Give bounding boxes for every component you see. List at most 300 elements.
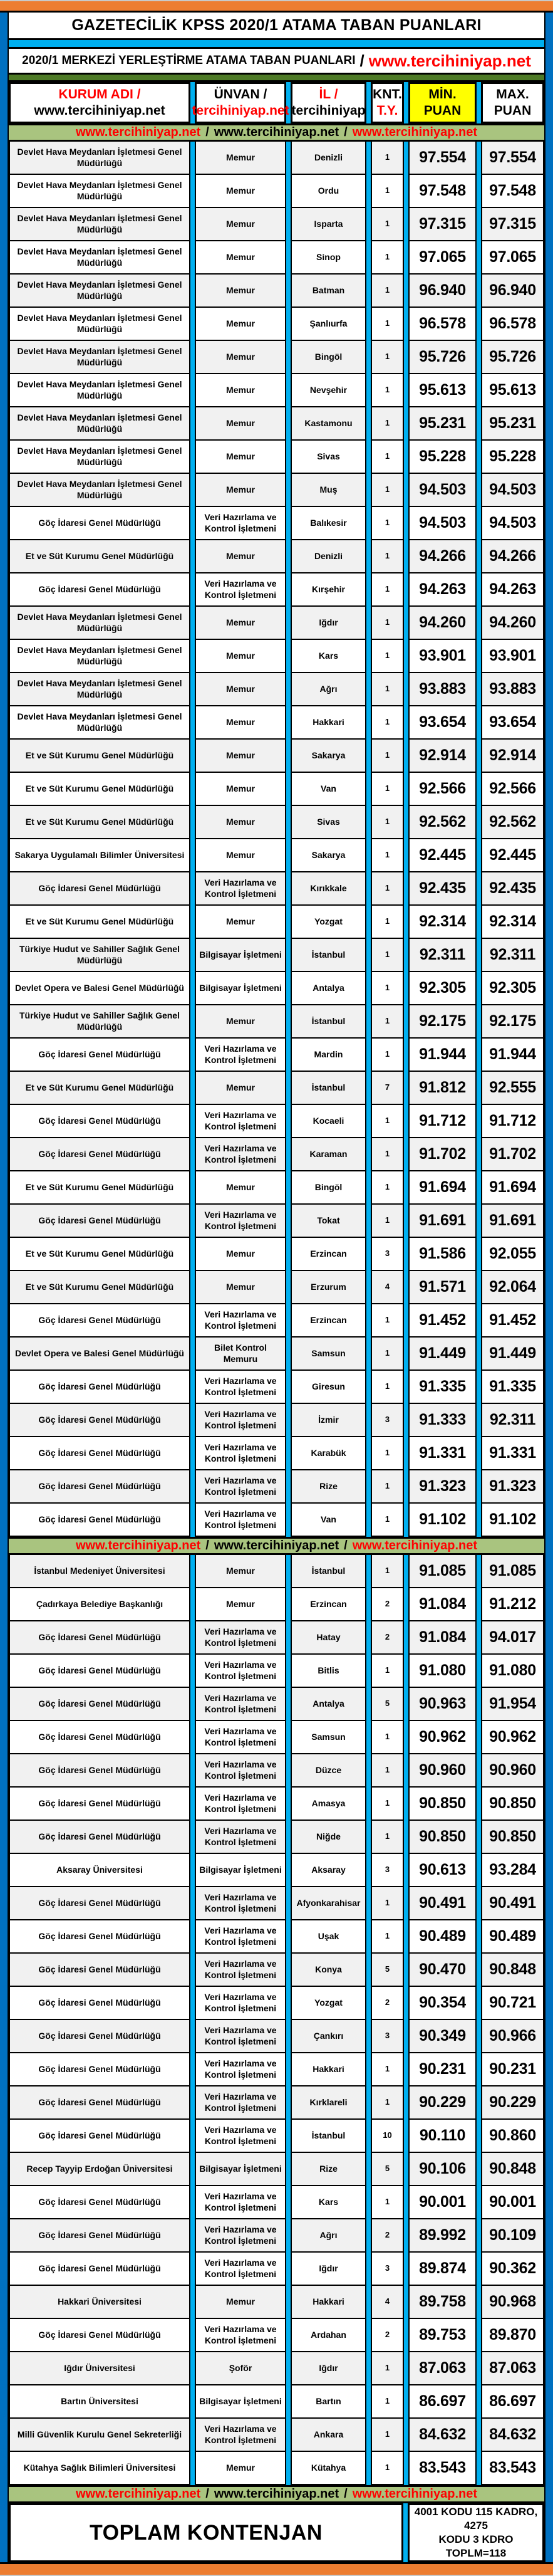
table-row — [9, 1753, 544, 1788]
cell-il: Konya — [291, 1952, 366, 1987]
cell-knt: 1 — [371, 1753, 404, 1788]
cell-il: Kırıkkale — [291, 871, 366, 906]
cell-unvan: Veri Hazırlama ve Kontrol İşletmeni — [195, 1303, 286, 1338]
cell-il: Denizli — [291, 140, 366, 175]
watermark-sep1: / — [205, 2487, 209, 2501]
cell-knt: 2 — [371, 1587, 404, 1621]
cell-il: İzmir — [291, 1403, 366, 1437]
header-kurum-line2: www.tercihiniyap.net — [34, 103, 165, 118]
cell-unvan: Veri Hazırlama ve Kontrol İşletmeni — [195, 1502, 286, 1537]
cell-unvan: Bilgisayar İşletmeni — [195, 971, 286, 1005]
cell-knt: 1 — [371, 639, 404, 673]
table-row — [9, 1203, 544, 1238]
cell-il: Batman — [291, 273, 366, 308]
cell-il: Çankırı — [291, 2019, 366, 2053]
cell-min-puan: 93.883 — [408, 672, 477, 706]
table-row — [9, 207, 544, 241]
cell-knt: 1 — [371, 174, 404, 208]
cell-kurum-adi: Göç İdaresi Genel Müdürlüğü — [9, 1436, 190, 1470]
cell-max-puan: 91.331 — [481, 1436, 544, 1470]
cell-max-puan: 94.017 — [481, 1620, 544, 1655]
cell-kurum-adi: Devlet Hava Meydanları İşletmesi Genel Müdürlüğü — [9, 273, 190, 308]
cell-kurum-adi: Göç İdaresi Genel Müdürlüğü — [9, 1819, 190, 1854]
cell-unvan: Memur — [195, 1170, 286, 1205]
cell-kurum-adi: Göç İdaresi Genel Müdürlüğü — [9, 1502, 190, 1537]
cell-knt: 1 — [371, 1104, 404, 1138]
cell-knt: 1 — [371, 2384, 404, 2419]
cell-unvan: Memur — [195, 174, 286, 208]
cell-il: Sakarya — [291, 738, 366, 773]
cell-knt: 1 — [371, 1137, 404, 1171]
cell-knt: 7 — [371, 1071, 404, 1105]
cell-max-puan: 90.489 — [481, 1919, 544, 1954]
cell-knt: 1 — [371, 1819, 404, 1854]
header-il — [291, 82, 366, 123]
cell-min-puan: 90.106 — [408, 2152, 477, 2186]
cell-knt: 1 — [371, 871, 404, 906]
header-knt-line2: T.Y. — [376, 103, 398, 118]
header-max-line1: MAX. — [496, 86, 529, 102]
cell-unvan: Veri Hazırlama ve Kontrol İşletmeni — [195, 871, 286, 906]
cell-knt: 4 — [371, 1270, 404, 1304]
cell-kurum-adi: Göç İdaresi Genel Müdürlüğü — [9, 1653, 190, 1688]
cell-kurum-adi: Devlet Hava Meydanları İşletmesi Genel Müdürlüğü — [9, 439, 190, 474]
cell-min-puan: 92.311 — [408, 938, 477, 972]
watermark-middle: www.tercihiniyap.net — [214, 2487, 339, 2501]
table-row — [9, 2185, 544, 2219]
cell-min-puan: 91.571 — [408, 1270, 477, 1304]
cell-il: Yozgat — [291, 904, 366, 939]
watermark-sep1: / — [205, 125, 209, 139]
cell-il: Aksaray — [291, 1853, 366, 1887]
cell-max-puan: 91.085 — [481, 1554, 544, 1588]
cell-max-puan: 96.578 — [481, 306, 544, 341]
cell-max-puan: 90.229 — [481, 2085, 544, 2120]
cell-min-puan: 87.063 — [408, 2351, 477, 2385]
cell-il: Uşak — [291, 1919, 366, 1954]
table-row — [9, 473, 544, 507]
cell-max-puan: 90.968 — [481, 2285, 544, 2319]
cell-min-puan: 94.266 — [408, 539, 477, 573]
cell-knt: 1 — [371, 1720, 404, 1754]
cell-knt: 1 — [371, 1653, 404, 1688]
table-row — [9, 2118, 544, 2153]
cell-min-puan: 92.914 — [408, 738, 477, 773]
watermark-sep2: / — [344, 1539, 348, 1552]
cell-kurum-adi: Et ve Süt Kurumu Genel Müdürlüğü — [9, 738, 190, 773]
cell-kurum-adi: Göç İdaresi Genel Müdürlüğü — [9, 1886, 190, 1920]
cell-kurum-adi: Et ve Süt Kurumu Genel Müdürlüğü — [9, 1170, 190, 1205]
watermark-left: www.tercihiniyap.net — [75, 2487, 201, 2501]
cell-knt: 2 — [371, 2318, 404, 2352]
cell-kurum-adi: Göç İdaresi Genel Müdürlüğü — [9, 2318, 190, 2352]
cell-max-puan: 95.228 — [481, 439, 544, 474]
cell-knt: 1 — [371, 1369, 404, 1404]
cell-max-puan: 97.315 — [481, 207, 544, 241]
cell-knt: 1 — [371, 1919, 404, 1954]
cell-kurum-adi: Göç İdaresi Genel Müdürlüğü — [9, 572, 190, 607]
cell-knt: 1 — [371, 1203, 404, 1238]
cell-kurum-adi: Et ve Süt Kurumu Genel Müdürlüğü — [9, 1071, 190, 1105]
cell-unvan: Veri Hazırlama ve Kontrol İşletmeni — [195, 1104, 286, 1138]
cell-il: Ankara — [291, 2417, 366, 2452]
watermark-left: www.tercihiniyap.net — [75, 125, 201, 139]
cell-unvan: Veri Hazırlama ve Kontrol İşletmeni — [195, 1687, 286, 1721]
cell-min-puan: 91.712 — [408, 1104, 477, 1138]
cell-kurum-adi: Recep Tayyip Erdoğan Üniversitesi — [9, 2152, 190, 2186]
cell-unvan: Veri Hazırlama ve Kontrol İşletmeni — [195, 2251, 286, 2286]
cell-kurum-adi: Devlet Hava Meydanları İşletmesi Genel Müdürlüğü — [9, 473, 190, 507]
cell-min-puan: 90.231 — [408, 2052, 477, 2086]
cell-knt: 1 — [371, 838, 404, 872]
cell-min-puan: 94.503 — [408, 473, 477, 507]
cell-max-puan: 92.305 — [481, 971, 544, 1005]
cell-unvan: Veri Hazırlama ve Kontrol İşletmeni — [195, 2417, 286, 2452]
cell-min-puan: 92.445 — [408, 838, 477, 872]
cell-il: Ardahan — [291, 2318, 366, 2352]
cell-min-puan: 97.065 — [408, 240, 477, 275]
cell-kurum-adi: Sakarya Uygulamalı Bilimler Üniversitesi — [9, 838, 190, 872]
cell-kurum-adi: Göç İdaresi Genel Müdürlüğü — [9, 2118, 190, 2153]
cell-unvan: Memur — [195, 838, 286, 872]
table-row — [9, 1469, 544, 1504]
table-row — [9, 772, 544, 806]
cell-max-puan: 90.848 — [481, 1952, 544, 1987]
cell-unvan: Memur — [195, 672, 286, 706]
cell-il: Amasya — [291, 1786, 366, 1821]
table-row — [9, 140, 544, 175]
cell-kurum-adi: Göç İdaresi Genel Müdürlüğü — [9, 1919, 190, 1954]
cell-il: Sivas — [291, 805, 366, 839]
cell-max-puan: 92.311 — [481, 1403, 544, 1437]
cell-knt: 1 — [371, 971, 404, 1005]
cell-il: Van — [291, 772, 366, 806]
cell-min-puan: 90.110 — [408, 2118, 477, 2153]
cell-kurum-adi: Devlet Hava Meydanları İşletmesi Genel Müdürlüğü — [9, 406, 190, 441]
cell-unvan: Memur — [195, 705, 286, 740]
cell-il: Kütahya — [291, 2451, 366, 2485]
cell-unvan: Memur — [195, 273, 286, 308]
cell-max-puan: 93.883 — [481, 672, 544, 706]
cell-min-puan: 97.554 — [408, 140, 477, 175]
quota-summary-line2: KODU 3 KDRO TOPLM=118 — [438, 2533, 514, 2560]
cell-kurum-adi: Devlet Hava Meydanları İşletmesi Genel Müdürlüğü — [9, 672, 190, 706]
cell-min-puan: 91.323 — [408, 1469, 477, 1504]
cell-kurum-adi: Göç İdaresi Genel Müdürlüğü — [9, 1104, 190, 1138]
cell-min-puan: 92.562 — [408, 805, 477, 839]
cell-unvan: Memur — [195, 1554, 286, 1588]
cell-max-puan: 92.562 — [481, 805, 544, 839]
cell-unvan: Memur — [195, 904, 286, 939]
quota-summary — [408, 2503, 544, 2562]
cell-unvan: Veri Hazırlama ve Kontrol İşletmeni — [195, 1137, 286, 1171]
cyan-divider — [9, 40, 544, 49]
table-row — [9, 1037, 544, 1072]
cell-unvan: Veri Hazırlama ve Kontrol İşletmeni — [195, 2118, 286, 2153]
header-unvan-line1: ÜNVAN / — [214, 86, 267, 102]
cell-kurum-adi: Devlet Hava Meydanları İşletmesi Genel Müdürlüğü — [9, 174, 190, 208]
table-row — [9, 838, 544, 872]
cell-kurum-adi: Göç İdaresi Genel Müdürlüğü — [9, 1303, 190, 1338]
footer-row — [9, 2503, 544, 2562]
cell-max-puan: 95.726 — [481, 340, 544, 374]
cell-max-puan: 92.064 — [481, 1270, 544, 1304]
cell-knt: 2 — [371, 2218, 404, 2253]
cell-min-puan: 90.963 — [408, 1687, 477, 1721]
cell-max-puan: 90.721 — [481, 1986, 544, 2020]
cell-max-puan: 92.175 — [481, 1004, 544, 1039]
table-row — [9, 1819, 544, 1854]
cell-max-puan: 90.966 — [481, 2019, 544, 2053]
cell-kurum-adi: Göç İdaresi Genel Müdürlüğü — [9, 2085, 190, 2120]
cell-unvan: Veri Hazırlama ve Kontrol İşletmeni — [195, 1436, 286, 1470]
cell-min-puan: 90.613 — [408, 1853, 477, 1887]
watermark-sep1: / — [205, 1539, 209, 1552]
cell-knt: 5 — [371, 1952, 404, 1987]
table-row — [9, 1270, 544, 1304]
cell-unvan: Veri Hazırlama ve Kontrol İşletmeni — [195, 1819, 286, 1854]
header-min-puan — [408, 82, 477, 123]
cell-il: Muş — [291, 473, 366, 507]
cell-min-puan: 90.489 — [408, 1919, 477, 1954]
cell-il: Şanlıurfa — [291, 306, 366, 341]
cell-il: Hakkari — [291, 2285, 366, 2319]
watermark-left: www.tercihiniyap.net — [75, 1539, 201, 1552]
cell-il: Kırklareli — [291, 2085, 366, 2120]
cell-min-puan: 91.102 — [408, 1502, 477, 1537]
cell-unvan: Memur — [195, 1004, 286, 1039]
cell-unvan: Memur — [195, 539, 286, 573]
cell-unvan: Memur — [195, 207, 286, 241]
cell-min-puan: 91.452 — [408, 1303, 477, 1338]
cell-kurum-adi: Göç İdaresi Genel Müdürlüğü — [9, 1720, 190, 1754]
table-row — [9, 572, 544, 607]
table-row — [9, 1004, 544, 1039]
cell-max-puan: 91.335 — [481, 1369, 544, 1404]
cell-il: Sakarya — [291, 838, 366, 872]
cell-min-puan: 90.962 — [408, 1720, 477, 1754]
cell-kurum-adi: Devlet Hava Meydanları İşletmesi Genel Müdürlüğü — [9, 340, 190, 374]
cell-knt: 3 — [371, 2251, 404, 2286]
cell-max-puan: 91.452 — [481, 1303, 544, 1338]
cell-kurum-adi: Et ve Süt Kurumu Genel Müdürlüğü — [9, 1270, 190, 1304]
cell-knt: 1 — [371, 539, 404, 573]
cell-knt: 5 — [371, 2152, 404, 2186]
cell-kurum-adi: Et ve Süt Kurumu Genel Müdürlüğü — [9, 772, 190, 806]
cell-il: Kırşehir — [291, 572, 366, 607]
cell-knt: 1 — [371, 705, 404, 740]
subtitle-bar — [9, 49, 544, 75]
cell-min-puan: 92.305 — [408, 971, 477, 1005]
table-row — [9, 2384, 544, 2419]
cell-unvan: Veri Hazırlama ve Kontrol İşletmeni — [195, 1203, 286, 1238]
cell-knt: 1 — [371, 406, 404, 441]
cell-il: Iğdır — [291, 605, 366, 640]
table-row — [9, 1071, 544, 1105]
table-row — [9, 539, 544, 573]
cell-kurum-adi: Göç İdaresi Genel Müdürlüğü — [9, 1620, 190, 1655]
cell-il: Kastamonu — [291, 406, 366, 441]
cell-max-puan: 96.940 — [481, 273, 544, 308]
cell-unvan: Memur — [195, 473, 286, 507]
cell-kurum-adi: Et ve Süt Kurumu Genel Müdürlüğü — [9, 805, 190, 839]
cell-knt: 1 — [371, 572, 404, 607]
cell-knt: 3 — [371, 1403, 404, 1437]
cell-il: Hakkari — [291, 705, 366, 740]
cell-knt: 10 — [371, 2118, 404, 2153]
cell-il: Rize — [291, 2152, 366, 2186]
cell-min-puan: 91.331 — [408, 1436, 477, 1470]
cell-knt: 1 — [371, 1469, 404, 1504]
cell-max-puan: 97.554 — [481, 140, 544, 175]
cell-knt: 1 — [371, 506, 404, 540]
cell-unvan: Veri Hazırlama ve Kontrol İşletmeni — [195, 2318, 286, 2352]
cell-unvan: Memur — [195, 772, 286, 806]
cell-il: Ağrı — [291, 2218, 366, 2253]
cell-knt: 3 — [371, 2019, 404, 2053]
cell-kurum-adi: Iğdır Üniversitesi — [9, 2351, 190, 2385]
table-row — [9, 1952, 544, 1987]
cell-max-puan: 91.702 — [481, 1137, 544, 1171]
cell-kurum-adi: Devlet Hava Meydanları İşletmesi Genel Müdürlüğü — [9, 240, 190, 275]
cell-il: Samsun — [291, 1336, 366, 1371]
header-kurum-adi — [9, 82, 190, 123]
cell-knt: 1 — [371, 1886, 404, 1920]
cell-unvan: Memur — [195, 240, 286, 275]
cell-unvan: Bilgisayar İşletmeni — [195, 1853, 286, 1887]
table-row — [9, 1336, 544, 1371]
table-header-row — [9, 82, 544, 123]
table-row — [9, 1137, 544, 1171]
cell-max-puan: 92.055 — [481, 1237, 544, 1271]
table-row — [9, 1436, 544, 1470]
cell-il: İstanbul — [291, 1071, 366, 1105]
cell-unvan: Memur — [195, 2451, 286, 2485]
cell-kurum-adi: Devlet Hava Meydanları İşletmesi Genel Müdürlüğü — [9, 140, 190, 175]
cell-min-puan: 90.470 — [408, 1952, 477, 1987]
cell-min-puan: 90.850 — [408, 1786, 477, 1821]
table-row — [9, 1303, 544, 1338]
cell-il: Rize — [291, 1469, 366, 1504]
table-row — [9, 1170, 544, 1205]
cell-min-puan: 93.654 — [408, 705, 477, 740]
cell-knt: 3 — [371, 1853, 404, 1887]
cell-il: Hatay — [291, 1620, 366, 1655]
cell-max-puan: 94.266 — [481, 539, 544, 573]
cell-max-puan: 92.435 — [481, 871, 544, 906]
cell-knt: 1 — [371, 904, 404, 939]
cell-kurum-adi: Et ve Süt Kurumu Genel Müdürlüğü — [9, 539, 190, 573]
cell-kurum-adi: Türkiye Hudut ve Sahiller Sağlık Genel Müdürlüğü — [9, 1004, 190, 1039]
cell-unvan: Memur — [195, 639, 286, 673]
cell-max-puan: 93.284 — [481, 1853, 544, 1887]
cell-knt: 1 — [371, 2185, 404, 2219]
cell-max-puan: 91.212 — [481, 1587, 544, 1621]
cell-unvan: Veri Hazırlama ve Kontrol İşletmeni — [195, 1369, 286, 1404]
cell-kurum-adi: Devlet Hava Meydanları İşletmesi Genel Müdürlüğü — [9, 373, 190, 407]
subtitle-site-link: www.tercihiniyap.net — [368, 51, 531, 70]
cell-min-puan: 94.263 — [408, 572, 477, 607]
cell-il: Denizli — [291, 539, 366, 573]
cell-max-puan: 86.697 — [481, 2384, 544, 2419]
cell-max-puan: 91.691 — [481, 1203, 544, 1238]
cell-il: Mardin — [291, 1037, 366, 1072]
cell-il: Erzincan — [291, 1237, 366, 1271]
cell-max-puan: 91.102 — [481, 1502, 544, 1537]
cell-kurum-adi: Bartın Üniversitesi — [9, 2384, 190, 2419]
cell-knt: 1 — [371, 738, 404, 773]
table-row — [9, 1237, 544, 1271]
cell-il: Van — [291, 1502, 366, 1537]
cell-max-puan: 91.944 — [481, 1037, 544, 1072]
cell-min-puan: 92.314 — [408, 904, 477, 939]
cell-max-puan: 94.503 — [481, 506, 544, 540]
cell-il: Erzincan — [291, 1303, 366, 1338]
header-kurum-line1: KURUM ADI / — [58, 86, 141, 102]
cell-kurum-adi: Göç İdaresi Genel Müdürlüğü — [9, 1786, 190, 1821]
cell-il: Ordu — [291, 174, 366, 208]
subtitle-slash: / — [359, 51, 364, 70]
cell-il: Antalya — [291, 971, 366, 1005]
cell-unvan: Veri Hazırlama ve Kontrol İşletmeni — [195, 1403, 286, 1437]
cell-knt: 1 — [371, 2417, 404, 2452]
cell-min-puan: 95.228 — [408, 439, 477, 474]
table-row — [9, 2085, 544, 2120]
cell-kurum-adi: Çadırkaya Belediye Başkanlığı — [9, 1587, 190, 1621]
cell-il: Ağrı — [291, 672, 366, 706]
cell-kurum-adi: Göç İdaresi Genel Müdürlüğü — [9, 1369, 190, 1404]
cell-knt: 1 — [371, 2052, 404, 2086]
cell-min-puan: 96.578 — [408, 306, 477, 341]
table-row — [9, 971, 544, 1005]
cell-unvan: Memur — [195, 340, 286, 374]
cell-kurum-adi: Göç İdaresi Genel Müdürlüğü — [9, 2251, 190, 2286]
cell-kurum-adi: Devlet Hava Meydanları İşletmesi Genel Müdürlüğü — [9, 207, 190, 241]
table-row — [9, 340, 544, 374]
cell-kurum-adi: Göç İdaresi Genel Müdürlüğü — [9, 506, 190, 540]
cell-unvan: Şoför — [195, 2351, 286, 2385]
cell-kurum-adi: Göç İdaresi Genel Müdürlüğü — [9, 871, 190, 906]
cell-il: Sivas — [291, 439, 366, 474]
cell-knt: 3 — [371, 1237, 404, 1271]
cell-knt: 1 — [371, 1554, 404, 1588]
cell-max-puan: 90.109 — [481, 2218, 544, 2253]
header-min-line2: PUAN — [423, 103, 462, 118]
cell-unvan: Veri Hazırlama ve Kontrol İşletmeni — [195, 1720, 286, 1754]
cell-kurum-adi: Göç İdaresi Genel Müdürlüğü — [9, 1469, 190, 1504]
table-row — [9, 1554, 544, 1588]
header-knt-ty — [371, 82, 404, 123]
cell-kurum-adi: Göç İdaresi Genel Müdürlüğü — [9, 1687, 190, 1721]
cell-min-puan: 91.449 — [408, 1336, 477, 1371]
cell-il: Düzce — [291, 1753, 366, 1788]
table-row — [9, 639, 544, 673]
header-unvan — [192, 82, 289, 123]
table-row — [9, 273, 544, 308]
cell-min-puan: 91.694 — [408, 1170, 477, 1205]
cell-il: Erzincan — [291, 1587, 366, 1621]
cell-max-puan: 94.260 — [481, 605, 544, 640]
cell-il: Iğdır — [291, 2251, 366, 2286]
table-row — [9, 2318, 544, 2352]
cell-kurum-adi: Göç İdaresi Genel Müdürlüğü — [9, 1952, 190, 1987]
cell-unvan: Memur — [195, 738, 286, 773]
cell-unvan: Veri Hazırlama ve Kontrol İşletmeni — [195, 1620, 286, 1655]
table-row — [9, 904, 544, 939]
cell-knt: 4 — [371, 2285, 404, 2319]
table-row — [9, 738, 544, 773]
cell-max-puan: 90.850 — [481, 1786, 544, 1821]
